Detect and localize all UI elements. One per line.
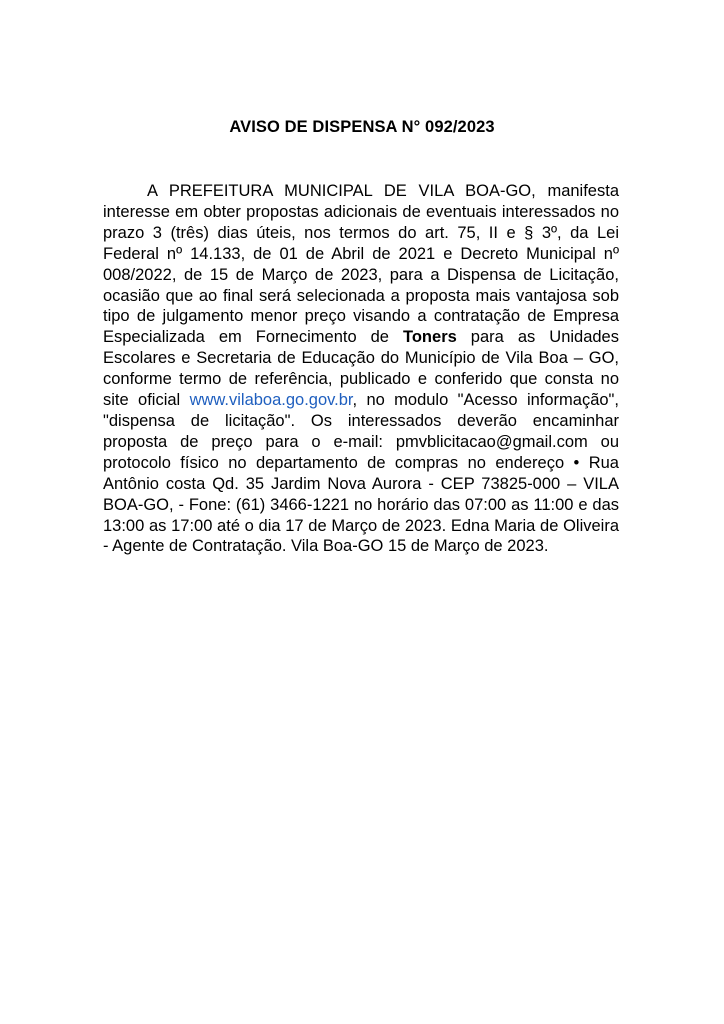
bold-term: Toners (403, 328, 457, 347)
paragraph-text-part3: , no modulo "Acesso informação", "dispensa de licitação". Os interessados deverão encaminhar proposta de preço para o e-mail: pmvblicitacao@gmail.com ou protocolo físico no departamento de compras no endereço • Rua Antônio costa Qd. 35 Jardim Nova Aurora - CEP 73825-000 – VILA BOA-GO, - Fone: (61) 3466-1221 no horário das 07:00 as 11:00 e das 13:00 as 17:00 até o dia 17 de Março de 2023. Edna Maria de Oliveira - Agente de Contratação. Vila Boa-GO 15 de Março de 2023. (103, 391, 620, 556)
notice-paragraph (103, 181, 619, 557)
paragraph-text-part2: para as Unidades Escolares e Secretaria de Educação do Município de Vila Boa – GO, conforme termo de referência, publicado e conferido que consta no site oficial (103, 328, 619, 410)
document-title: AVISO DE DISPENSA N° 092/2023 (229, 118, 495, 136)
website-link[interactable]: www.vilaboa.go.gov.br (189, 391, 353, 410)
paragraph-text-part1: A PREFEITURA MUNICIPAL DE VILA BOA-GO, manifesta interesse em obter propostas adicionais de eventuais interessados no prazo 3 (três) dias úteis, nos termos do art. 75, II e § 3º, da Lei Federal nº 14.133, de 01 de Abril de 2021 e Decreto Municipal nº 008/2022, de 15 de Março de 2023, para a Dispensa de Licitação, ocasião que ao final será selecionada a proposta mais vantajosa sob tipo de julgamento menor preço visando a contratação de Empresa Especializada em Fornecimento de (103, 182, 619, 347)
